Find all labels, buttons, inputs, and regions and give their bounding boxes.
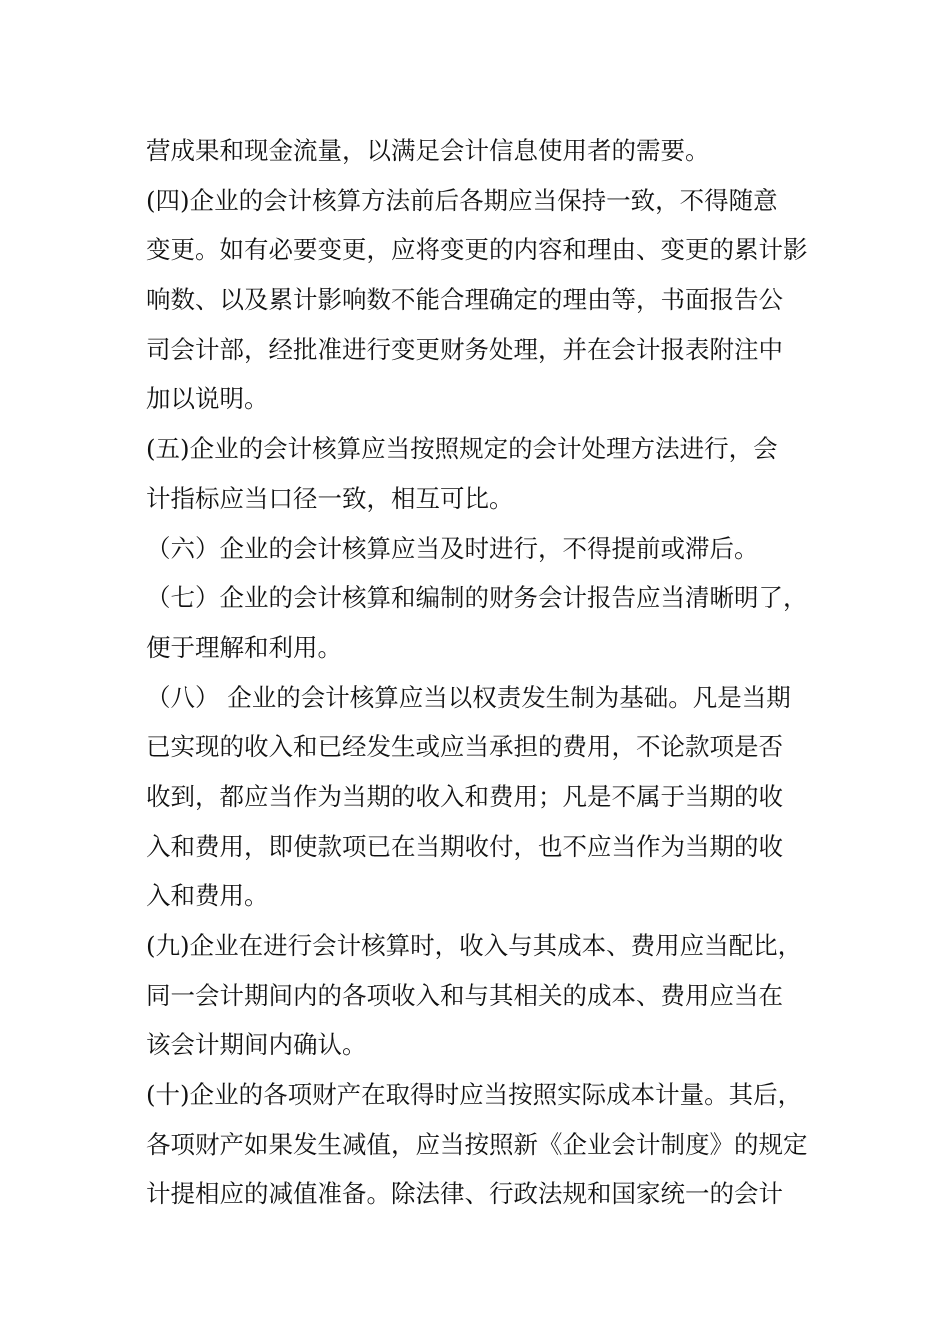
text-line: 同一会计期间内的各项收入和与其相关的成本、费用应当在 bbox=[146, 980, 783, 1010]
text-line: （八） 企业的会计核算应当以权责发生制为基础。凡是当期 bbox=[146, 682, 791, 712]
body-text bbox=[146, 126, 816, 1219]
text-line: 便于理解和利用。 bbox=[146, 632, 342, 662]
text-line: 收到，都应当作为当期的收入和费用；凡是不属于当期的收 bbox=[146, 781, 783, 811]
text-line: 变更。如有必要变更，应将变更的内容和理由、变更的累计影 bbox=[146, 235, 808, 265]
text-line: 计提相应的减值准备。除法律、行政法规和国家统一的会计 bbox=[146, 1179, 783, 1209]
text-line: 入和费用，即使款项已在当期收付，也不应当作为当期的收 bbox=[146, 831, 783, 861]
text-line: 已实现的收入和已经发生或应当承担的费用，不论款项是否 bbox=[146, 732, 783, 762]
text-line: (四)企业的会计核算方法前后各期应当保持一致，不得随意 bbox=[146, 185, 778, 215]
text-line: 加以说明。 bbox=[146, 384, 269, 414]
text-line: 入和费用。 bbox=[146, 881, 269, 911]
text-line: 司会计部，经批准进行变更财务处理，并在会计报表附注中 bbox=[146, 334, 783, 364]
text-line: （七）企业的会计核算和编制的财务会计报告应当清晰明了， bbox=[146, 583, 808, 613]
text-line: （六）企业的会计核算应当及时进行，不得提前或滞后。 bbox=[146, 533, 759, 563]
text-line: 该会计期间内确认。 bbox=[146, 1030, 367, 1060]
text-line: 响数、以及累计影响数不能合理确定的理由等，书面报告公 bbox=[146, 285, 783, 315]
text-line: (九)企业在进行会计核算时，收入与其成本、费用应当配比， bbox=[146, 931, 803, 960]
text-line: 各项财产如果发生减值，应当按照新《企业会计制度》的规定 bbox=[146, 1129, 808, 1159]
text-line: (五)企业的会计核算应当按照规定的会计处理方法进行，会 bbox=[146, 434, 778, 464]
text-line: 营成果和现金流量，以满足会计信息使用者的需要。 bbox=[146, 136, 710, 165]
text-line: 计指标应当口径一致，相互可比。 bbox=[146, 483, 514, 513]
text-line: (十)企业的各项财产在取得时应当按照实际成本计量。其后， bbox=[146, 1080, 803, 1110]
